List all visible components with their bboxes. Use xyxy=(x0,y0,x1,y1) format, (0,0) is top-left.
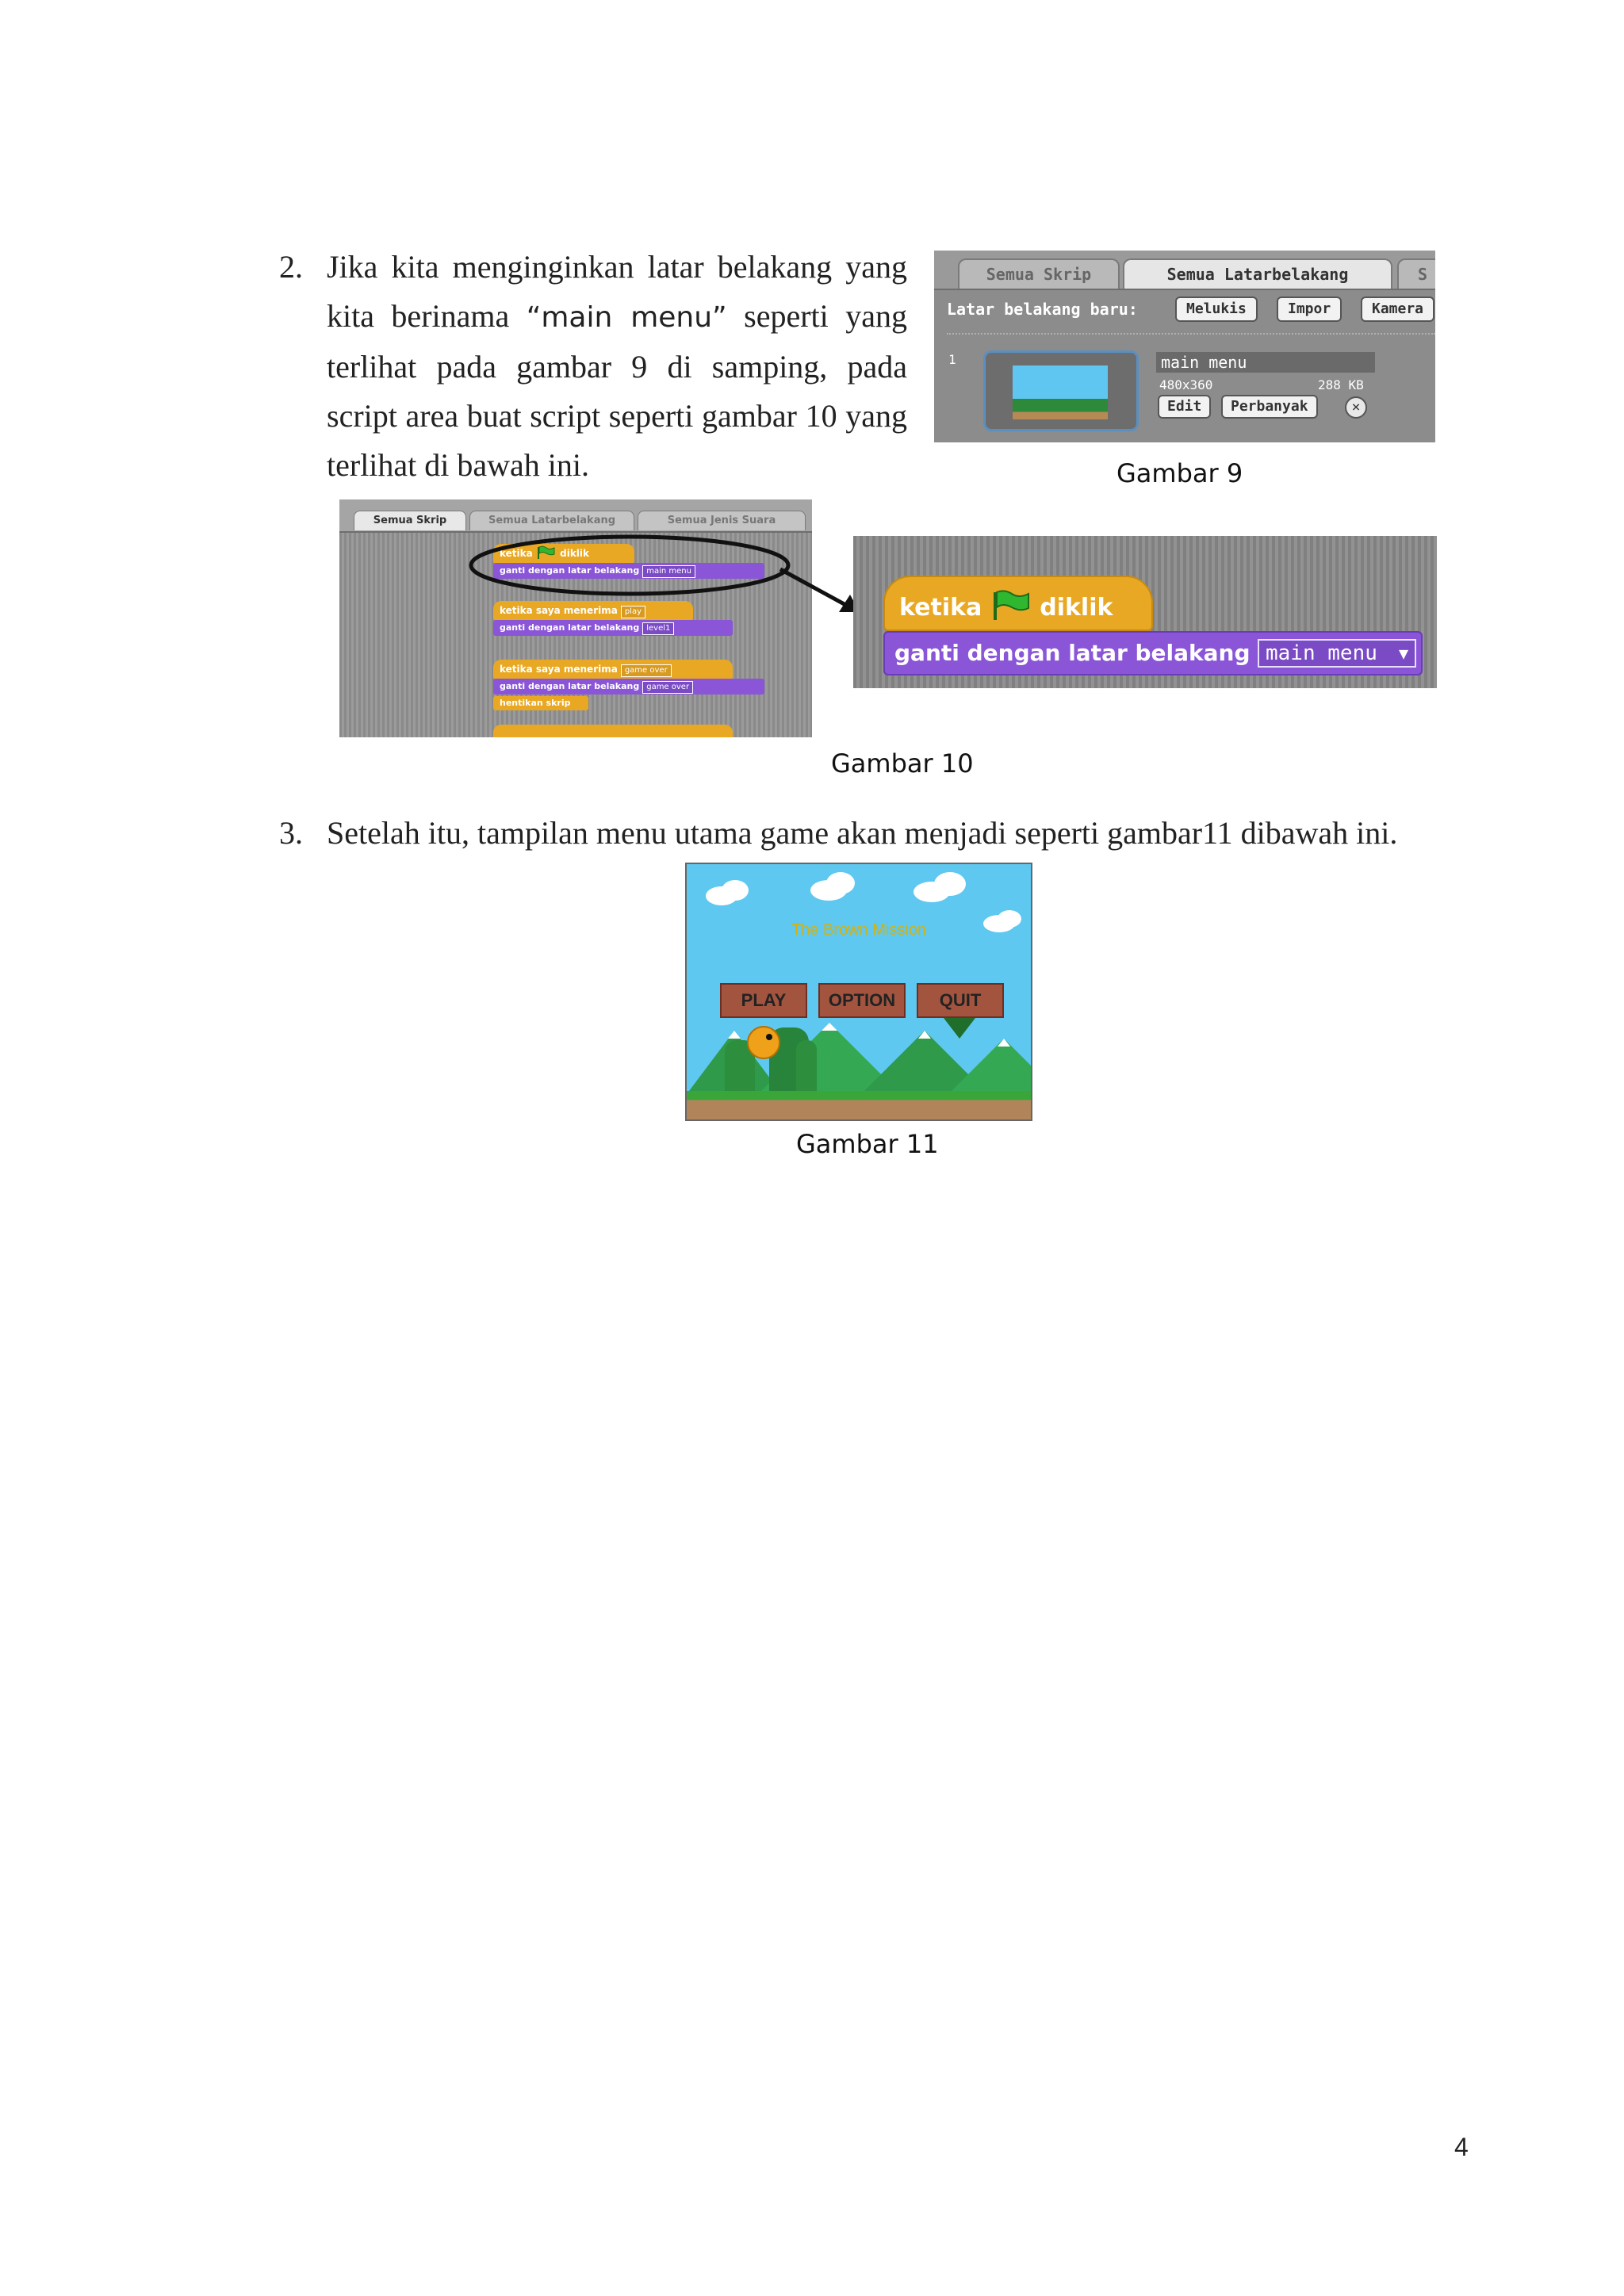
when-i-receive-block[interactable] xyxy=(493,660,733,679)
figure-11-game-menu xyxy=(685,863,1032,1121)
message-dropdown[interactable]: play xyxy=(621,606,645,618)
when-i-receive-block[interactable] xyxy=(493,601,693,620)
when-flag-clicked-block[interactable] xyxy=(883,576,1153,631)
background-dropdown[interactable]: level1 xyxy=(642,622,674,635)
tab-semua-skrip[interactable]: Semua Skrip xyxy=(354,511,466,530)
block-text: hentikan skrip xyxy=(500,698,571,708)
block-text: ketika saya menerima xyxy=(500,605,618,616)
pointer-arrow xyxy=(777,555,864,618)
block-text: ketika xyxy=(500,548,533,559)
edit-button[interactable]: Edit xyxy=(1158,395,1211,419)
switch-background-block[interactable] xyxy=(493,620,733,636)
block-text: ganti dengan latar belakang xyxy=(500,565,640,576)
background-index: 1 xyxy=(948,352,956,367)
block-text: ketika saya menerima xyxy=(500,664,618,675)
block-text-clicked: diklik xyxy=(560,548,589,559)
game-title: The Brown Mission xyxy=(791,921,927,939)
tab-sounds[interactable]: S xyxy=(1397,258,1435,289)
play-button[interactable]: PLAY xyxy=(720,983,807,1018)
camera-button[interactable]: Kamera xyxy=(1361,297,1434,322)
event-block-partial[interactable] xyxy=(493,725,733,737)
divider xyxy=(947,333,1435,335)
figure-9-screenshot xyxy=(934,251,1435,442)
switch-background-block[interactable] xyxy=(883,631,1423,675)
list-number-3: 3. xyxy=(279,815,303,851)
background-dropdown[interactable] xyxy=(1258,639,1416,668)
background-dimensions: 480x360 xyxy=(1159,377,1213,392)
paragraph-text-before: Jika kita menginginkan latar belakang yang kita berinama xyxy=(327,249,907,334)
block-text-clicked: diklik xyxy=(1040,594,1113,622)
page-number: 4 xyxy=(1454,2133,1469,2161)
background-filesize: 288 KB xyxy=(1318,377,1364,392)
new-background-label: Latar belakang baru: xyxy=(947,300,1138,319)
character-eye xyxy=(766,1034,772,1040)
thumbnail-image xyxy=(1013,365,1108,419)
paint-button[interactable]: Melukis xyxy=(1175,297,1258,322)
import-button[interactable]: Impor xyxy=(1277,297,1342,322)
list-number-2: 2. xyxy=(279,249,303,285)
figure-10-zoomed-script xyxy=(853,536,1437,688)
tab-semua-latarbelakang[interactable]: Semua Latarbelakang xyxy=(469,511,634,530)
chevron-down-icon: ▼ xyxy=(1398,644,1408,663)
quit-button[interactable]: QUIT xyxy=(917,983,1004,1018)
background-dropdown[interactable]: main menu xyxy=(642,565,695,578)
background-thumbnail[interactable] xyxy=(983,350,1139,431)
figure-10-script-area xyxy=(339,499,812,737)
paragraph-text-after: seperti yang terlihat pada gambar 9 di samping, pada script area buat script seperti gambar 10 yang terlihat di bawah ini. xyxy=(327,298,907,483)
message-dropdown[interactable]: game over xyxy=(621,664,672,677)
ground xyxy=(687,1091,1031,1121)
green-flag-icon xyxy=(990,590,1032,622)
tab-semua-jenis-suara[interactable]: Semua Jenis Suara xyxy=(638,511,806,530)
highlight-ellipse xyxy=(466,533,793,598)
quoted-name: “main menu” xyxy=(526,301,727,334)
green-pillar xyxy=(796,1040,817,1093)
down-arrow-icon xyxy=(944,1018,975,1040)
block-text: ketika xyxy=(899,594,982,622)
caption-gambar-10: Gambar 10 xyxy=(831,748,974,779)
switch-background-block[interactable] xyxy=(493,679,764,695)
tab-bar xyxy=(934,251,1435,290)
paragraph-item-2 xyxy=(327,243,907,490)
block-text: ganti dengan latar belakang xyxy=(500,681,640,691)
caption-gambar-11: Gambar 11 xyxy=(796,1129,939,1159)
tab-bar xyxy=(339,499,812,533)
paragraph-item-3: Setelah itu, tampilan menu utama game akan menjadi seperti gambar11 dibawah ini. xyxy=(327,815,1398,851)
player-character xyxy=(747,1026,780,1059)
block-text: ganti dengan latar belakang xyxy=(894,640,1251,666)
background-name-field[interactable]: main menu xyxy=(1156,352,1375,373)
caption-gambar-9: Gambar 9 xyxy=(1116,458,1243,488)
option-button[interactable]: OPTION xyxy=(818,983,906,1018)
background-dropdown[interactable]: game over xyxy=(642,681,693,694)
stop-script-block[interactable] xyxy=(493,696,588,710)
dropdown-value: main menu xyxy=(1266,641,1377,665)
block-text: ganti dengan latar belakang xyxy=(500,622,640,633)
tab-semua-latarbelakang[interactable]: Semua Latarbelakang xyxy=(1123,258,1392,289)
duplicate-button[interactable]: Perbanyak xyxy=(1221,395,1318,419)
tab-semua-skrip[interactable]: Semua Skrip xyxy=(958,258,1120,289)
delete-icon[interactable]: × xyxy=(1345,396,1367,419)
